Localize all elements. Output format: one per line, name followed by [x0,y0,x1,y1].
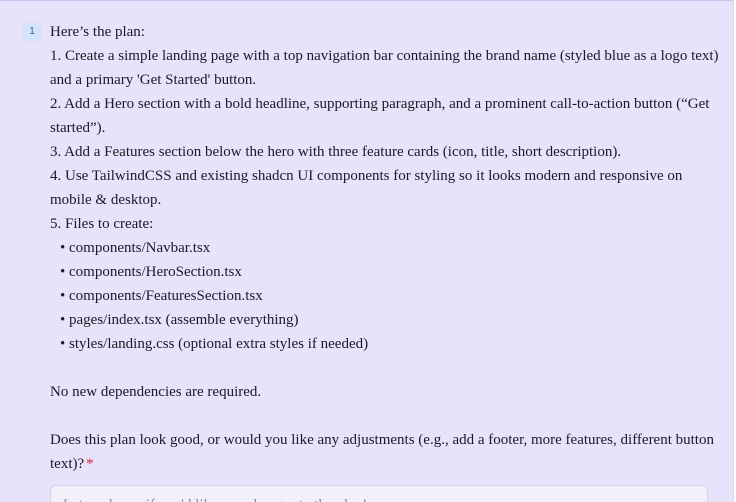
file-path: pages/index.tsx (assemble everything) [69,312,299,328]
bullet-icon: • [60,312,66,328]
file-path: styles/landing.css (optional extra styles if needed) [69,336,369,352]
bullet-icon: • [60,240,66,256]
file-list-item [50,308,720,332]
step-number-badge: 1 [21,21,43,43]
plan-item-1: 1. Create a simple landing page with a top navigation bar containing the brand name (styled blue as a logo text) and a primary 'Get Started' button. [50,48,719,88]
file-list-item [50,236,720,260]
plan-intro: Here’s the plan: [50,24,145,40]
file-list-item [50,332,720,356]
plan-item-5: 5. Files to create: [50,216,154,232]
dependencies-note: No new dependencies are required. [50,384,262,400]
plan-question [50,428,720,476]
required-mark: * [86,456,94,472]
bullet-icon: • [60,288,66,304]
plan-content [50,20,720,476]
file-list-item [50,284,720,308]
plan-item-3: 3. Add a Features section below the hero with three feature cards (icon, title, short description). [50,144,622,160]
file-path: components/FeaturesSection.tsx [69,288,263,304]
spacer [50,356,720,380]
spacer [50,404,720,428]
bullet-icon: • [60,264,66,280]
question-text: Does this plan look good, or would you like any adjustments (e.g., add a footer, more features, different button text)? [50,432,714,472]
file-list-item [50,260,720,284]
file-path: components/HeroSection.tsx [69,264,242,280]
reply-input[interactable] [50,485,708,502]
file-path: components/Navbar.tsx [69,240,211,256]
bullet-icon: • [60,336,66,352]
plan-item-2: 2. Add a Hero section with a bold headline, supporting paragraph, and a prominent call-to-action button (“Get started”). [50,96,710,136]
plan-item-4: 4. Use TailwindCSS and existing shadcn UI components for styling so it looks modern and responsive on mobile & desktop. [50,168,683,208]
